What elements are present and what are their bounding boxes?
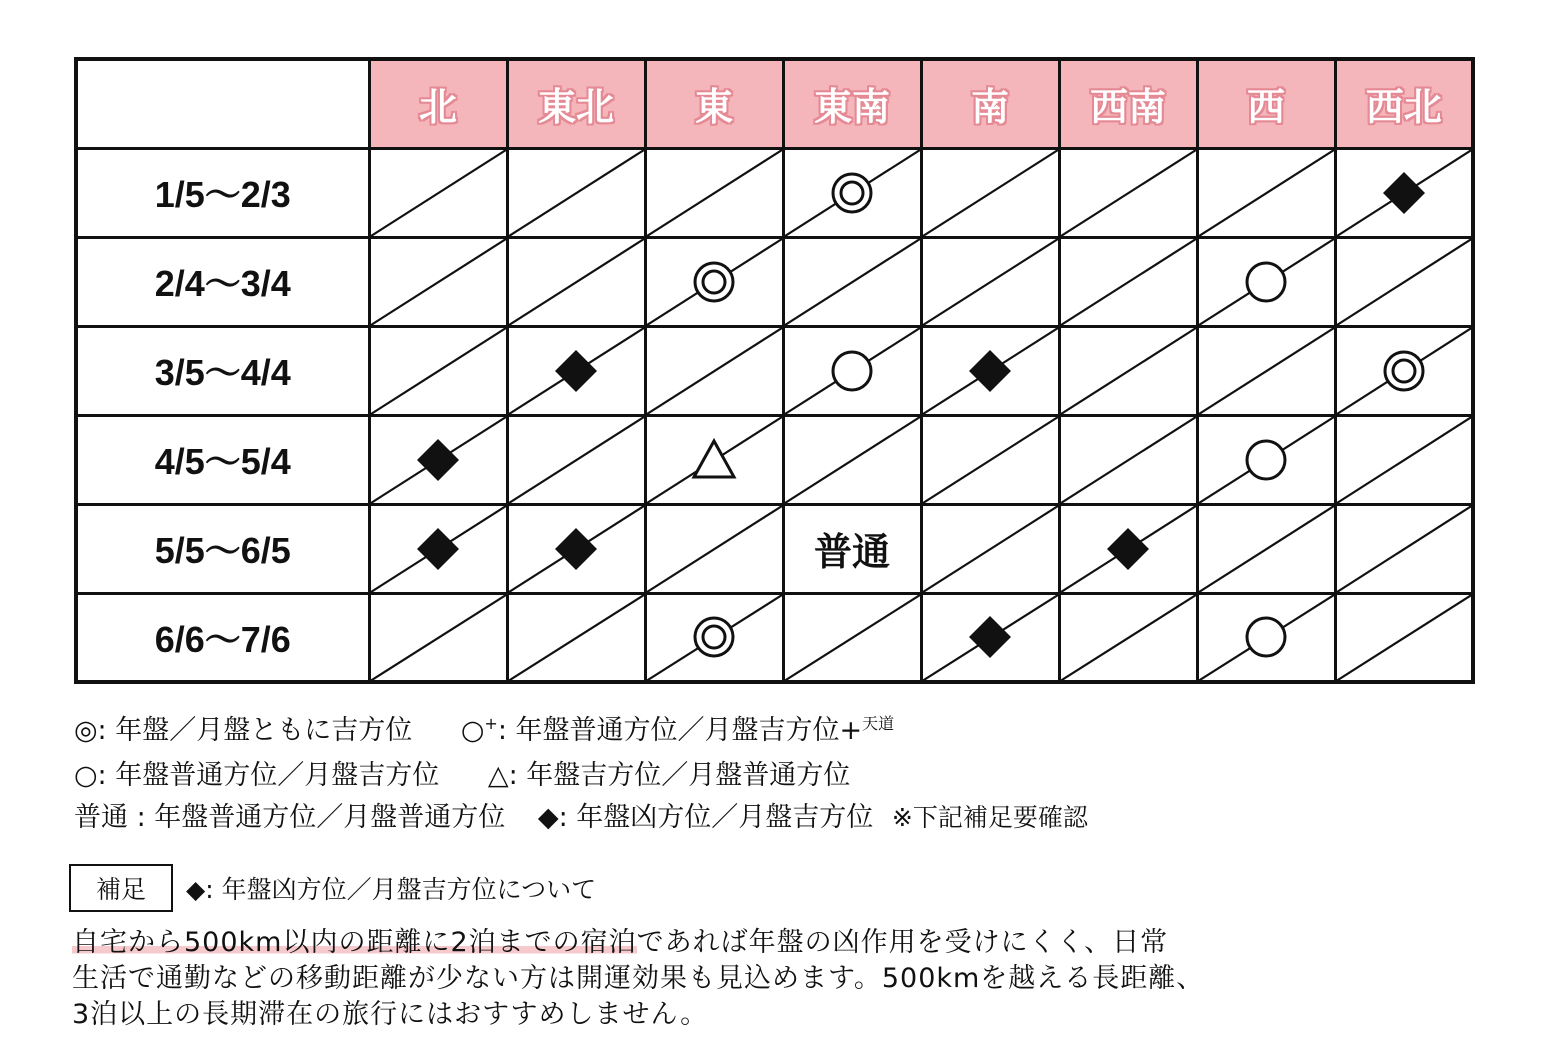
circle-icon xyxy=(785,328,920,414)
triangle-icon xyxy=(647,417,782,503)
direction-cell xyxy=(645,415,783,504)
legend-double-circle: ◎: 年盤／月盤ともに吉方位 xyxy=(74,715,413,746)
direction-cell xyxy=(507,326,645,415)
paragraph-text: 3泊以上の長期滞在の旅行にはおすすめしません。 xyxy=(72,999,709,1030)
diamond-icon xyxy=(1337,150,1472,236)
direction-cell xyxy=(645,148,783,237)
diagonal-line xyxy=(1061,417,1196,503)
direction-header: 西北 xyxy=(1335,59,1473,148)
diamond-icon xyxy=(509,506,644,592)
direction-cell xyxy=(1335,593,1473,682)
direction-cell xyxy=(1335,504,1473,593)
supplement-label-text: 補足 xyxy=(95,875,146,904)
legend-diamond: ◆: 年盤凶方位／月盤吉方位 xyxy=(537,802,874,833)
direction-cell xyxy=(783,415,921,504)
direction-cell xyxy=(1197,237,1335,326)
double-circle-icon xyxy=(829,170,875,216)
circle-icon xyxy=(1199,417,1334,503)
direction-cell xyxy=(645,326,783,415)
direction-cell xyxy=(1335,326,1473,415)
date-range: 5/5～6/5 xyxy=(76,504,369,593)
diamond-icon xyxy=(371,417,506,503)
direction-cell xyxy=(1059,326,1197,415)
diagonal-line xyxy=(1061,595,1196,681)
date-range: 4/5～5/4 xyxy=(76,415,369,504)
diamond-icon xyxy=(923,595,1058,681)
diagonal-line xyxy=(923,417,1058,503)
legend-circle: ○: 年盤普通方位／月盤吉方位 xyxy=(74,760,440,791)
date-range: 3/5～4/4 xyxy=(76,326,369,415)
diagonal-line xyxy=(785,417,920,503)
table-row xyxy=(76,148,1473,237)
supplement-label xyxy=(69,864,173,912)
legend-line-2 xyxy=(74,753,850,792)
diamond-icon xyxy=(1105,526,1151,572)
direction-cell xyxy=(645,504,783,593)
direction-cell xyxy=(1197,148,1335,237)
date-range: 2/4～3/4 xyxy=(76,237,369,326)
direction-cell xyxy=(1335,148,1473,237)
direction-cell xyxy=(921,415,1059,504)
diagonal-line xyxy=(1337,239,1472,325)
direction-cell xyxy=(1335,237,1473,326)
diagonal-line xyxy=(1199,150,1334,236)
diagonal-line xyxy=(923,150,1058,236)
diagonal-line xyxy=(509,239,644,325)
direction-cell xyxy=(507,237,645,326)
diagonal-line xyxy=(1061,328,1196,414)
highlighted-text: 自宅から500km以内の距離に2泊までの宿泊 xyxy=(72,927,637,958)
direction-cell xyxy=(507,415,645,504)
direction-cell xyxy=(1059,237,1197,326)
direction-cell xyxy=(369,504,507,593)
direction-cell xyxy=(783,593,921,682)
circle-icon xyxy=(829,348,875,394)
diamond-icon xyxy=(415,526,461,572)
direction-cell xyxy=(369,415,507,504)
diagonal-line xyxy=(509,150,644,236)
legend-triangle: △: 年盤吉方位／月盤普通方位 xyxy=(487,760,851,791)
direction-cell xyxy=(1059,504,1197,593)
table-row xyxy=(76,593,1473,682)
direction-cell xyxy=(783,504,921,593)
circle-icon xyxy=(1199,595,1334,681)
diagonal-line xyxy=(785,595,920,681)
direction-header: 西南 xyxy=(1059,59,1197,148)
circle-icon xyxy=(1243,437,1289,483)
diagonal-line xyxy=(1199,506,1334,592)
diamond-icon xyxy=(553,526,599,572)
date-range: 1/5～2/3 xyxy=(76,148,369,237)
direction-cell xyxy=(921,504,1059,593)
direction-cell xyxy=(783,326,921,415)
table-row xyxy=(76,415,1473,504)
diagonal-line xyxy=(1061,150,1196,236)
diagonal-line xyxy=(1337,595,1472,681)
diamond-icon xyxy=(967,614,1013,660)
direction-cell xyxy=(921,148,1059,237)
direction-cell xyxy=(1197,504,1335,593)
direction-cell xyxy=(507,504,645,593)
diagonal-line xyxy=(371,595,506,681)
double-circle-icon xyxy=(691,259,737,305)
diagonal-line xyxy=(509,595,644,681)
date-range: 6/6～7/6 xyxy=(76,593,369,682)
diamond-icon xyxy=(967,348,1013,394)
diagonal-line xyxy=(647,328,782,414)
direction-header: 北 xyxy=(369,59,507,148)
direction-header: 南 xyxy=(921,59,1059,148)
double-circle-icon xyxy=(1337,328,1472,414)
direction-cell xyxy=(1335,415,1473,504)
diagonal-line xyxy=(1061,239,1196,325)
direction-cell xyxy=(1197,415,1335,504)
diamond-icon xyxy=(371,506,506,592)
diagonal-line xyxy=(923,506,1058,592)
legend-note: ※下記補足要確認 xyxy=(891,803,1088,832)
direction-header: 東北 xyxy=(507,59,645,148)
double-circle-icon xyxy=(785,150,920,236)
circle-icon xyxy=(1243,259,1289,305)
double-circle-icon xyxy=(647,595,782,681)
diagonal-line xyxy=(1337,506,1472,592)
diagonal-line xyxy=(1337,417,1472,503)
direction-cell xyxy=(1059,148,1197,237)
header-row xyxy=(76,59,1473,148)
paragraph-text: 生活で通勤などの移動距離が少ない方は開運効果も見込めます。500kmを越える長距離、 xyxy=(72,963,1205,994)
diamond-icon xyxy=(1061,506,1196,592)
double-circle-icon xyxy=(1381,348,1427,394)
direction-cell xyxy=(507,593,645,682)
diagonal-line xyxy=(647,150,782,236)
direction-header: 東南 xyxy=(783,59,921,148)
diagonal-line xyxy=(923,239,1058,325)
direction-table xyxy=(74,57,1475,684)
direction-cell xyxy=(1197,326,1335,415)
direction-cell xyxy=(369,593,507,682)
direction-cell xyxy=(921,326,1059,415)
direction-cell xyxy=(783,148,921,237)
supplement-title: ◆: 年盤凶方位／月盤吉方位について xyxy=(186,875,597,904)
legend-line-3 xyxy=(74,795,1088,834)
diamond-icon xyxy=(509,328,644,414)
diagonal-line xyxy=(371,239,506,325)
paragraph-text: であれば年盤の凶作用を受けにくく、日常 xyxy=(636,927,1169,958)
diamond-icon xyxy=(1381,170,1427,216)
direction-header: 西 xyxy=(1197,59,1335,148)
direction-cell xyxy=(645,237,783,326)
direction-cell xyxy=(1197,593,1335,682)
legend-circle-plus xyxy=(461,708,894,747)
diagonal-line xyxy=(371,328,506,414)
diamond-icon xyxy=(923,328,1058,414)
table-row xyxy=(76,504,1473,593)
diagonal-line xyxy=(785,239,920,325)
legend-text: : 年盤普通方位／月盤吉方位+ xyxy=(497,715,863,746)
diagonal-line xyxy=(371,150,506,236)
legend-normal: 普通 : 年盤普通方位／月盤普通方位 xyxy=(74,802,506,833)
direction-cell xyxy=(369,148,507,237)
direction-cell xyxy=(921,237,1059,326)
diagonal-line xyxy=(1199,328,1334,414)
double-circle-icon xyxy=(647,239,782,325)
diamond-icon xyxy=(415,437,461,483)
direction-cell xyxy=(921,593,1059,682)
table-row xyxy=(76,237,1473,326)
diagonal-line xyxy=(509,417,644,503)
double-circle-icon xyxy=(691,614,737,660)
triangle-icon xyxy=(691,437,737,483)
circle-icon xyxy=(1243,614,1289,660)
direction-cell xyxy=(1059,593,1197,682)
corner-cell xyxy=(76,59,369,148)
plus-mark: + xyxy=(484,714,498,733)
direction-cell xyxy=(369,326,507,415)
direction-cell xyxy=(507,148,645,237)
direction-cell xyxy=(1059,415,1197,504)
circle-icon xyxy=(1199,239,1334,325)
direction-cell xyxy=(783,237,921,326)
diamond-icon xyxy=(553,348,599,394)
normal-label: 普通 xyxy=(785,506,920,592)
table-row xyxy=(76,326,1473,415)
direction-header: 東 xyxy=(645,59,783,148)
direction-cell xyxy=(645,593,783,682)
legend-line-1 xyxy=(74,708,894,747)
diagonal-line xyxy=(647,506,782,592)
direction-cell xyxy=(369,237,507,326)
legend-small-text: 天道 xyxy=(862,714,895,733)
supplement-paragraph xyxy=(72,925,1312,1033)
circle-mark: ○ xyxy=(460,715,485,746)
